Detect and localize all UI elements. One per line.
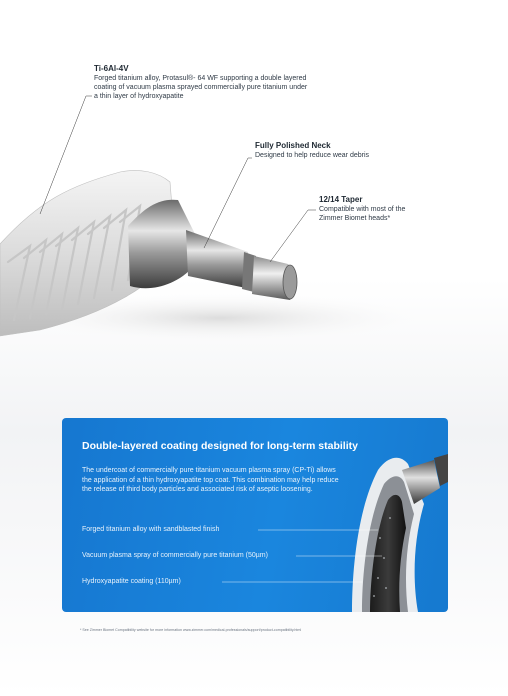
callout-neck-title: Fully Polished Neck xyxy=(255,141,331,150)
callout-alloy xyxy=(94,64,334,101)
callout-taper xyxy=(319,195,429,223)
callout-neck xyxy=(255,141,425,160)
panel-title: Double-layered coating designed for long-term stability xyxy=(82,440,358,452)
footnote: * See Zimmer Biomet Compatibility website for more information www.zimmer.com/medical-professionals/support/product-compatibility.html xyxy=(80,628,302,632)
callout-neck-line1: Designed to help reduce wear debris xyxy=(255,152,370,159)
layer-label-plasma-spray: Vacuum plasma spray of commercially pure titanium (50µm) xyxy=(82,552,268,559)
panel-body-text: The undercoat of commercially pure titanium vacuum plasma spray (CP-Ti) allows the application of a thin hydroxyapatite top coat. This combination may help reduce the release of third body particles and associated risk of aseptic loosening. xyxy=(82,467,339,493)
layer-label-alloy: Forged titanium alloy with sandblasted finish xyxy=(82,526,220,533)
callout-taper-line1: Compatible with most of the xyxy=(319,206,406,213)
callout-taper-line2: Zimmer Biomet heads* xyxy=(319,215,391,222)
coating-panel xyxy=(62,418,448,612)
callout-alloy-line2: coating of vacuum plasma sprayed commercially pure titanium under xyxy=(94,84,308,91)
layer-label-hydroxyapatite: Hydroxyapatite coating (110µm) xyxy=(82,578,181,585)
callout-alloy-line1: Forged titanium alloy, Protasul®- 64 WF supporting a double layered xyxy=(94,75,307,82)
callout-taper-title: 12/14 Taper xyxy=(319,195,363,204)
callout-alloy-title: Ti-6Al-4V xyxy=(94,64,129,73)
callout-alloy-line3: a thin layer of hydroxyapatite xyxy=(94,93,184,100)
